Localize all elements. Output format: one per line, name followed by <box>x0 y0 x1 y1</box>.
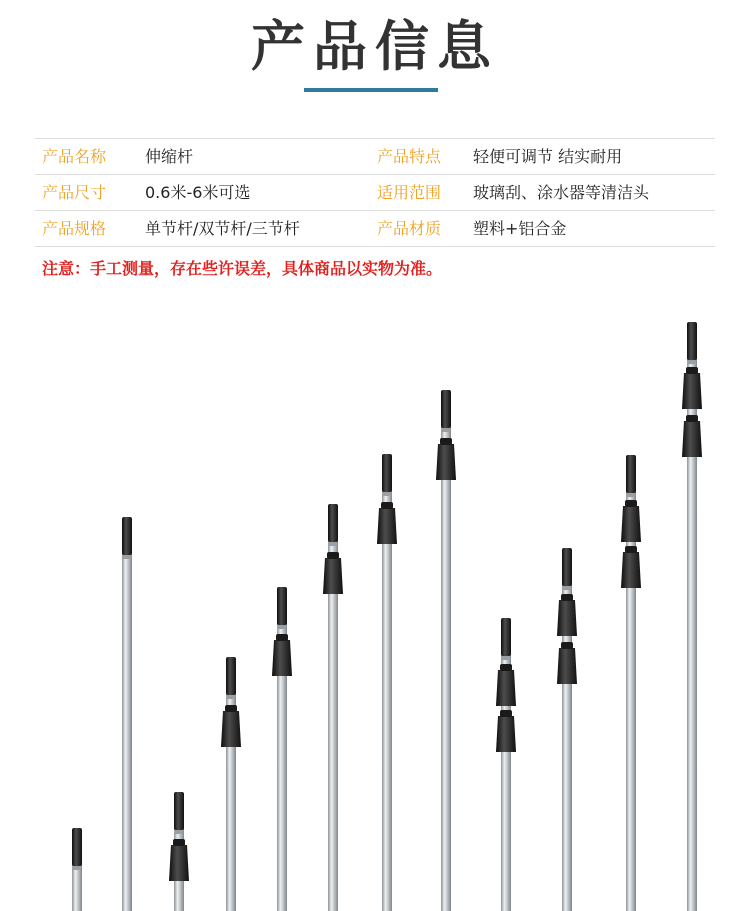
pole-lock-collar <box>221 711 241 747</box>
pole-lock-collar <box>169 845 189 881</box>
pole-collar-neck <box>500 664 512 671</box>
spec-label: 产品特点 <box>377 147 442 166</box>
pole-collar-neck <box>561 642 573 649</box>
pole-cap-ring <box>688 360 696 364</box>
spec-label: 产品规格 <box>42 219 107 238</box>
pole-lock-collar <box>557 648 577 684</box>
pole-cap-ring <box>175 830 183 834</box>
pole-cap-ring <box>123 555 131 559</box>
pole-cap-ring <box>563 586 571 590</box>
spec-row <box>35 210 715 247</box>
pole-cap-ring <box>442 428 450 432</box>
spec-row <box>35 138 715 174</box>
pole-end-cap <box>382 454 392 492</box>
pole-tube <box>382 486 392 911</box>
spec-value: 玻璃刮、涂水器等清洁头 <box>473 183 650 202</box>
pole-collar-neck <box>276 634 288 641</box>
pole-lock-collar <box>377 508 397 544</box>
pole-lock-collar <box>621 552 641 588</box>
pole-lock-collar <box>323 558 343 594</box>
telescopic-pole <box>169 792 189 911</box>
notice-text: 注意：手工测量，存在些许误差，具体商品以实物为准。 <box>42 259 443 278</box>
pole-cap-ring <box>227 695 235 699</box>
pole-collar-neck <box>561 594 573 601</box>
pole-end-cap <box>687 322 697 360</box>
pole-cap-ring <box>627 493 635 497</box>
telescopic-pole <box>221 657 241 911</box>
telescopic-pole <box>436 390 456 911</box>
pole-cap-ring <box>502 656 510 660</box>
pole-cap-ring <box>383 492 391 496</box>
telescopic-pole <box>682 322 702 911</box>
spec-row <box>35 174 715 210</box>
pole-end-cap <box>626 455 636 493</box>
pole-lock-collar <box>682 421 702 457</box>
pole-end-cap <box>562 548 572 586</box>
pole-end-cap <box>226 657 236 695</box>
pole-end-cap <box>277 587 287 625</box>
pole-collar-neck <box>440 438 452 445</box>
pole-collar-neck <box>625 546 637 553</box>
pole-tube <box>441 422 451 911</box>
spec-label: 适用范围 <box>377 183 442 202</box>
pole-end-cap <box>174 792 184 830</box>
pole-cap-ring <box>329 542 337 546</box>
telescopic-pole <box>323 504 343 911</box>
telescopic-pole <box>272 587 292 911</box>
spec-value: 轻便可调节 结实耐用 <box>473 147 623 166</box>
pole-end-cap <box>122 517 132 555</box>
pole-lock-collar <box>272 640 292 676</box>
telescopic-pole <box>122 517 132 911</box>
telescopic-pole <box>496 618 516 911</box>
pole-collar-neck <box>686 367 698 374</box>
pole-collar-neck <box>500 710 512 717</box>
pole-lock-collar <box>682 373 702 409</box>
spec-value: 单节杆/双节杆/三节杆 <box>145 219 300 238</box>
pole-cap-ring <box>73 866 81 870</box>
pole-tube <box>122 549 132 911</box>
pole-end-cap <box>501 618 511 656</box>
pole-end-cap <box>328 504 338 542</box>
spec-value: 0.6米-6米可选 <box>145 183 251 202</box>
spec-label: 产品名称 <box>42 147 107 166</box>
pole-lock-collar <box>496 716 516 752</box>
product-image <box>0 300 750 911</box>
pole-lock-collar <box>621 506 641 542</box>
pole-end-cap <box>72 828 82 866</box>
title-underline <box>304 88 438 92</box>
pole-collar-neck <box>686 415 698 422</box>
telescopic-pole <box>621 455 641 911</box>
pole-collar-neck <box>625 500 637 507</box>
pole-collar-neck <box>173 839 185 846</box>
telescopic-pole <box>377 454 397 911</box>
pole-lock-collar <box>557 600 577 636</box>
spec-value: 塑料+铝合金 <box>473 219 567 238</box>
pole-collar-neck <box>225 705 237 712</box>
pole-lock-collar <box>496 670 516 706</box>
spec-table <box>35 138 715 247</box>
telescopic-pole <box>557 548 577 911</box>
pole-collar-neck <box>381 502 393 509</box>
pole-end-cap <box>441 390 451 428</box>
spec-value: 伸缩杆 <box>145 147 194 166</box>
page-title: 产品信息 <box>251 15 499 78</box>
spec-label: 产品材质 <box>377 219 442 238</box>
telescopic-pole <box>72 828 82 911</box>
spec-label: 产品尺寸 <box>42 183 107 202</box>
pole-collar-neck <box>327 552 339 559</box>
pole-cap-ring <box>278 625 286 629</box>
pole-lock-collar <box>436 444 456 480</box>
